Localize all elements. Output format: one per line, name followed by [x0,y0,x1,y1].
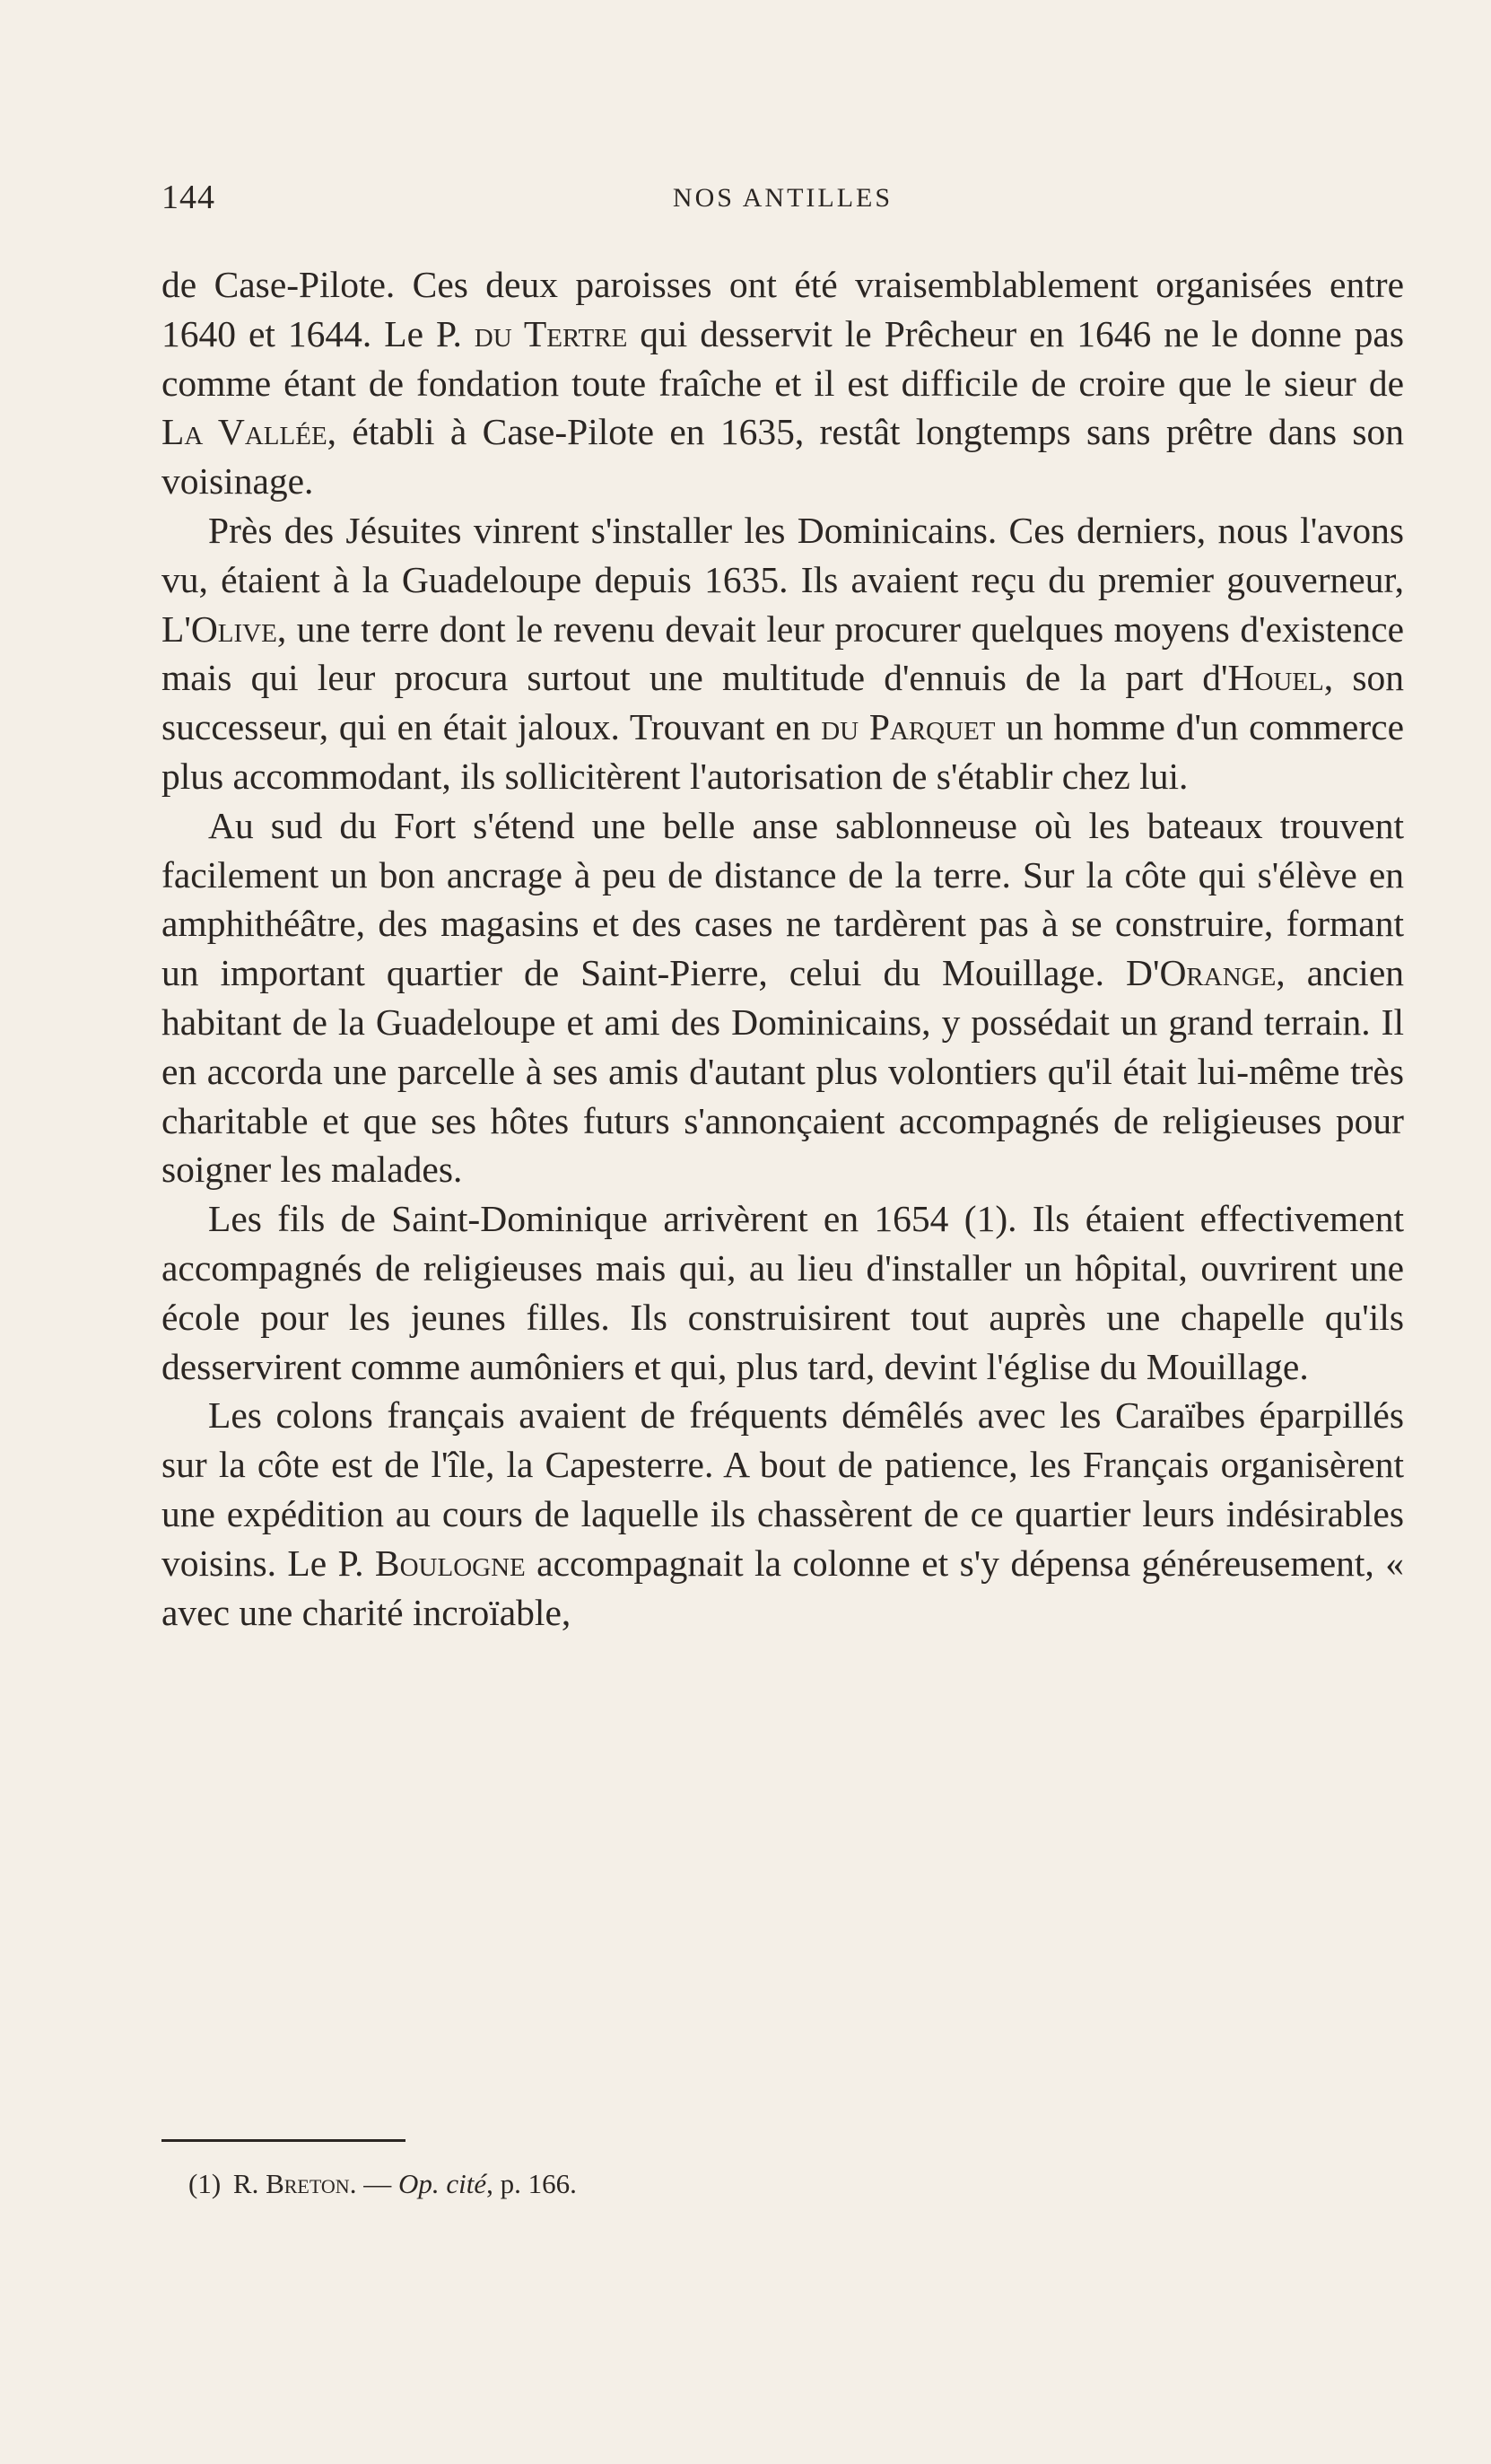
text-run: un homme d'un commerce plus accommodant, ils sollicitèrent l'autorisation de s'établir chez lui. [161,706,1404,797]
text-run: accompagnait la colonne et s'y dépensa généreusement, « avec une charité incroïable, [161,1542,1404,1633]
person-name: Orange [1159,952,1277,994]
paragraph-4 [161,1194,1404,1391]
person-name: Olive [190,607,277,650]
text-run: Près des Jésuites vinrent s'installer les Dominicains. Ces derniers, nous l'avons vu, étaient à la Guadeloupe depuis 1635. Ils avaient reçu du premier gouverneur, L' [161,509,1404,650]
page-header [161,178,1404,223]
text-run: de Case-Pilote. Ces deux paroisses ont été vraisemblablement organisées entre 1640 et 1644. Le P. [161,264,1404,354]
footnote-mark: (1) [188,2168,222,2199]
text-run: Les fils de Saint-Dominique arrivèrent en 1654 (1). Ils étaient effectivement accompagnés de religieuses mais qui, au lieu d'installer un hôpital, ouvrirent une école pour les jeunes filles. Ils construisirent tout auprès une chapelle qu'ils desservirent comme aumôniers et qui, plus tard, devint l'église du Mouillage. [161,1198,1404,1387]
running-title: NOS ANTILLES [672,183,894,213]
text-run: qui desservit le Prêcheur en 1646 ne le donne pas comme étant de fondation toute fraîche et il est difficile de croire que le sieur de [161,312,1404,404]
footnote-dash: — [356,2168,398,2199]
person-name: du Parquet [821,706,996,748]
person-name: La Vallée [161,411,327,453]
person-name: Houel [1227,657,1324,699]
page-number: 144 [161,179,215,216]
footnote-author: R. Breton [232,2168,350,2199]
body-text [161,260,1404,1637]
person-name: Boulogne [374,1542,526,1584]
paragraph-1 [161,260,1404,506]
author-name: du Tertre [474,312,628,354]
footnote-page: , p. 166. [486,2168,577,2199]
text-run: , son successeur, qui en était jaloux. Trouvant en [161,657,1404,748]
footnote: (1) R. Breton. — Op. cité, p. 166. [188,2168,577,2199]
paragraph-2 [161,506,1404,801]
text-run: , une terre dont le revenu devait leur procurer quelques moyens d'existence mais qui leur procura surtout une multitude d'ennuis de la part d' [161,607,1404,699]
text-run: , ancien habitant de la Guadeloupe et ami des Dominicains, y possédait un grand terrain. Il en accorda une parcelle à ses amis d'autant plus volontiers qu'il était lui-même très charitable et que ses hôtes futurs s'annonçaient accompagnés de religieuses pour soigner les malades. [161,952,1404,1191]
footnote-rule [161,2139,405,2142]
text-run: Les colons français avaient de fréquents démêlés avec les Caraïbes éparpillés sur la côte est de l'île, la Capesterre. A bout de patience, les Français organisèrent une expédition au cours de laquelle ils chassèrent de ce quartier leurs indésirables voisins. Le P. [161,1394,1404,1584]
text-run: , établi à Case-Pilote en 1635, restât longtemps sans prêtre dans son voisinage. [161,411,1404,502]
text-run: Au sud du Fort s'étend une belle anse sablonneuse où les bateaux trouvent facilement un bon ancrage à peu de distance de la terre. Sur la côte qui s'élève en amphithéâtre, des magasins et des cases ne tardèrent pas à se construire, formant un important quartier de Saint-Pierre, celui du Mouillage. D' [161,804,1404,994]
paragraph-5 [161,1391,1404,1637]
paragraph-3 [161,801,1404,1194]
footnote-reference: Op. cité [397,2168,487,2199]
